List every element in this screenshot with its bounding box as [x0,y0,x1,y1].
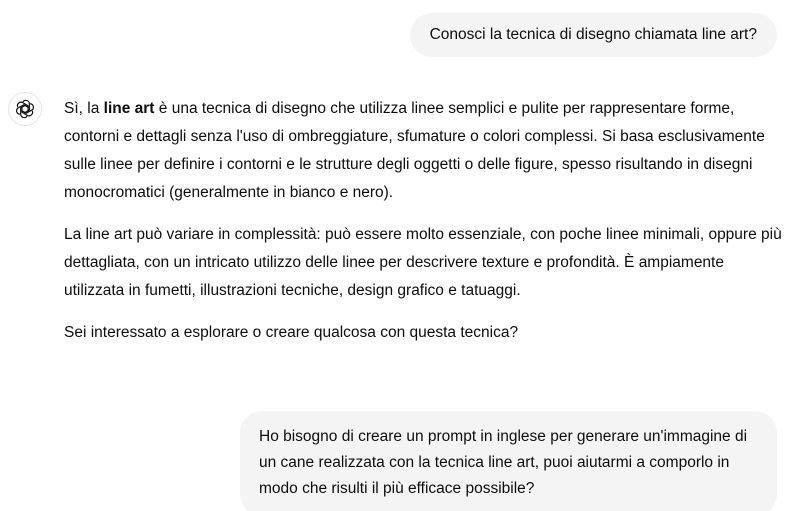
assistant-message [64,95,784,361]
user-message-bubble: Conosci la tecnica di disegno chiamata line art? [410,13,777,57]
assistant-paragraph-2: La line art può variare in complessità: può essere molto essenziale, con poche linee minimali, oppure più dettagliata, con un intricato utilizzo delle linee per descrivere texture e profondità. È ampiamente utilizzata in fumetti, illustrazioni tecniche, design grafico e tatuaggi. [64,226,782,299]
assistant-paragraph-1 [64,95,784,207]
user-message-bubble-2: Ho bisogno di creare un prompt in inglese per generare un'immagine di un cane realizzata con la tecnica line art, puoi aiutarmi a comporlo in modo che risulti il più efficace possibile? [240,411,777,511]
assistant-p1-bold-term: line art [103,100,155,117]
assistant-p1-prefix: Sì, la [64,100,104,117]
openai-logo-icon [8,92,42,126]
assistant-p1-suffix: è una tecnica di disegno che utilizza linee semplici e pulite per rappresentare forme, contorni e dettagli senza l'uso di ombreggiature, sfumature o colori complessi. Si basa esclusivamente sulle linee per definire i contorni e le strutture degli oggetti o delle figure, spesso risultando in disegni monocromatici (generalmente in bianco e nero). [64,100,765,201]
assistant-paragraph-3: Sei interessato a esplorare o creare qualcosa con questa tecnica? [64,324,519,341]
